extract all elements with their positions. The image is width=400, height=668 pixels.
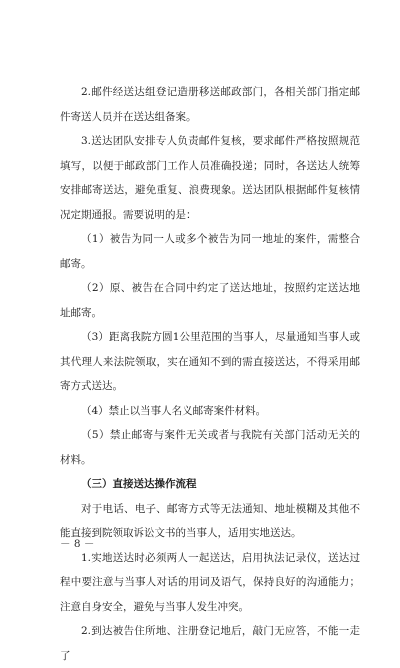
list-item-2: （2）原、被告在合同中约定了送达地址，按照约定送达地址邮寄。 [60, 282, 360, 319]
section-heading: （三）直接送达操作流程 [81, 478, 197, 490]
paragraph-onsite-scope: 对于电话、电子、邮寄方式等无法通知、地址模糊及其他不能直接到院领取诉讼文书的当事人，适用实地送达。 [60, 502, 360, 539]
list-item-5: （5）禁止邮寄与案件无关或者与我院有关部门活动无关的材料。 [60, 429, 360, 466]
list-item-4: （4）禁止以当事人名义邮寄案件材料。 [81, 404, 267, 417]
paragraph-onsite-rule-1: 1.实地送达时必须两人一起送达，启用执法记录仪，送达过程中要注意与当事人对话的用词及语气，保持良好的沟通能力；注意自身安全，避免与当事人发生冲突。 [60, 551, 360, 613]
page-number: － 8 － [60, 538, 95, 550]
paragraph-mail-review: 3.送达团队安排专人负责邮件复核，要求邮件严格按照规范填写，以便于邮政部门工作人员准确投递；同时，各送达人统筹安排邮寄送达，避免重复、浪费现象。送达团队根据邮件复核情况定期通报。需要说明的是： [60, 135, 360, 221]
paragraph-mail-registration: 2.邮件经送达组登记造册移送邮政部门，各相关部门指定邮件寄送人员并在送达组备案。 [60, 86, 360, 123]
list-item-1: （1）被告为同一人或多个被告为同一地址的案件，需整合邮寄。 [60, 233, 360, 270]
paragraph-onsite-rule-2: 2.到达被告住所地、注册登记地后，敲门无应答，不能一走了 [60, 625, 360, 662]
list-item-3: （3）距离我院方圆1公里范围的当事人，尽量通知当事人或其代理人来法院领取，实在通知不到的需直接送达，不得采用邮寄方式送达。 [60, 331, 360, 392]
document-body [60, 80, 360, 668]
